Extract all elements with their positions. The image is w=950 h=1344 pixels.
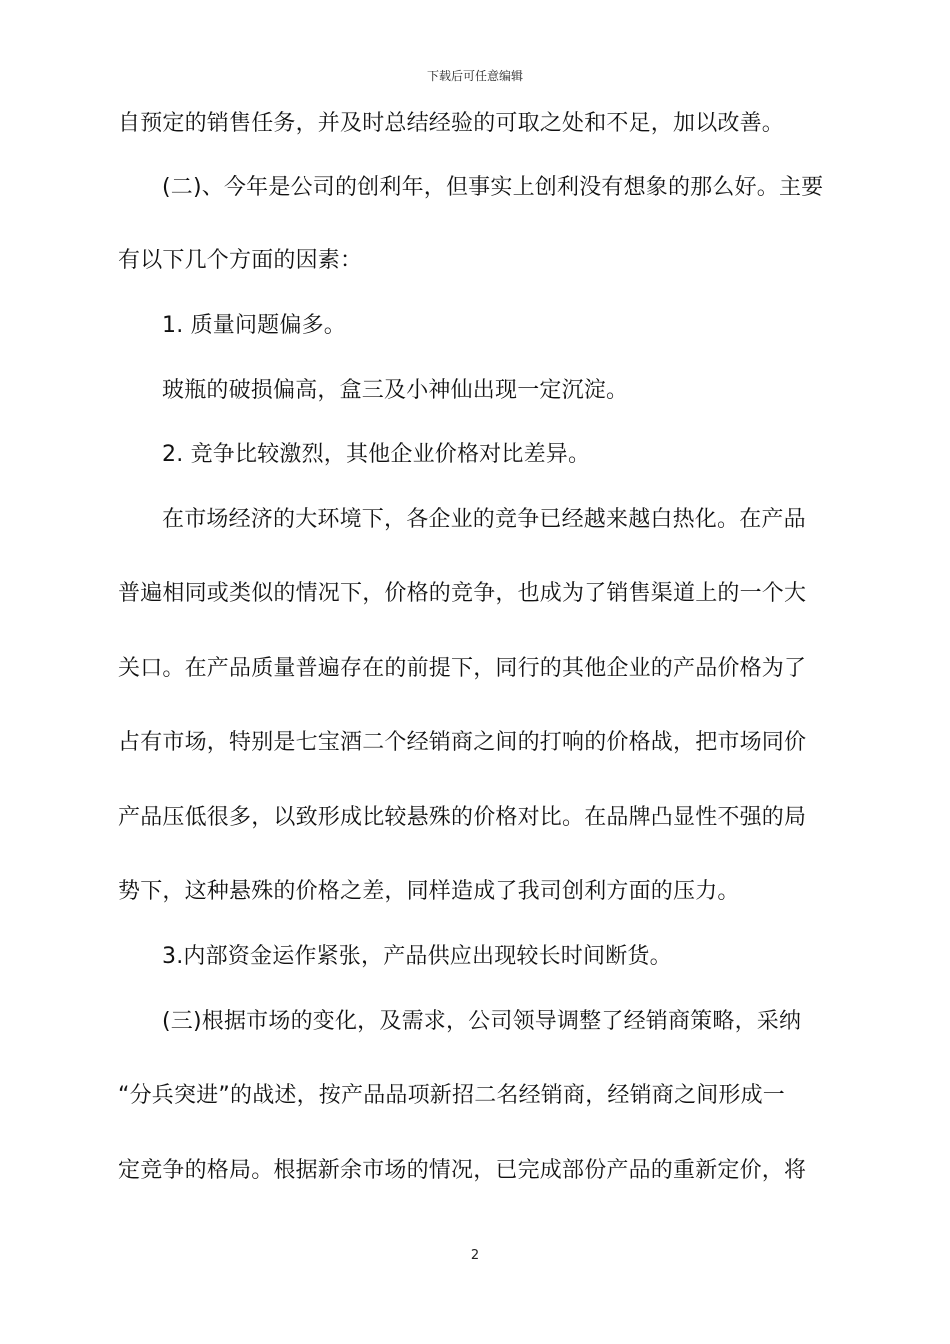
text-line: 玻瓶的破损偏高，盒三及小神仙出现一定沉淀。 — [162, 378, 629, 403]
page-header: 下载后可任意编辑 — [426, 69, 523, 83]
text-line: 占有市场，特别是七宝酒二个经销商之间的打响的价格战，把市场同价 — [118, 730, 807, 755]
text-line: 关口。在产品质量普遍存在的前提下，同行的其他企业的产品价格为了 — [118, 656, 807, 681]
text-line: 2. 竞争比较激烈，其他企业价格对比差异。 — [162, 442, 591, 467]
text-line: 自预定的销售任务，并及时总结经验的可取之处和不足，加以改善。 — [118, 111, 785, 136]
text-line: 3.内部资金运作紧张，产品供应出现较长时间断货。 — [162, 944, 672, 969]
text-line: 普遍相同或类似的情况下，价格的竞争，也成为了销售渠道上的一个大 — [118, 581, 807, 606]
page-number: 2 — [470, 1248, 480, 1263]
text-line: 定竞争的格局。根据新余市场的情况，已完成部份产品的重新定价，将 — [118, 1158, 807, 1183]
text-line: 势下，这种悬殊的价格之差，同样造成了我司创利方面的压力。 — [118, 879, 740, 904]
text-line: 在市场经济的大环境下，各企业的竞争已经越来越白热化。在产品 — [162, 507, 806, 532]
text-line: 1. 质量问题偏多。 — [162, 313, 346, 338]
text-line: (三)根据市场的变化，及需求，公司领导调整了经销商策略，采纳 — [162, 1009, 802, 1034]
text-line: 产品压低很多，以致形成比较悬殊的价格对比。在品牌凸显性不强的局 — [118, 805, 807, 830]
text-line: (二)、今年是公司的创利年，但事实上创利没有想象的那么好。主要 — [162, 175, 824, 200]
text-line: 有以下几个方面的因素： — [118, 248, 363, 273]
text-line: “分兵突进”的战述，按产品品项新招二名经销商，经销商之间形成一 — [118, 1083, 785, 1108]
